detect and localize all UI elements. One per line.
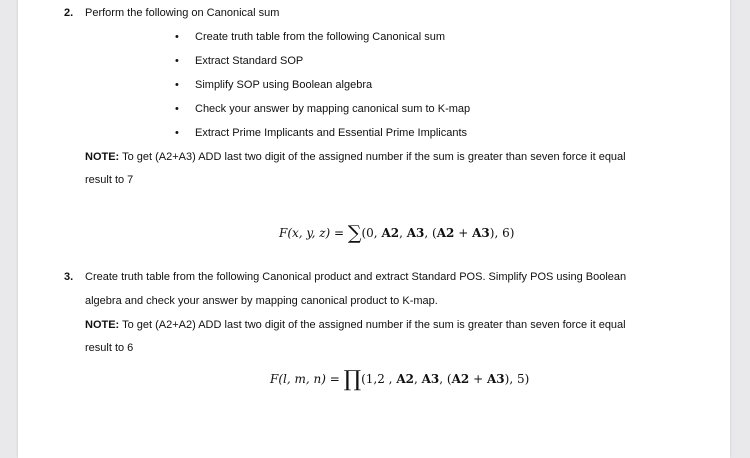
q3-formula-sep: , xyxy=(413,372,422,386)
bullet-dot-icon: • xyxy=(175,55,179,67)
q3-note-label: NOTE: xyxy=(85,319,120,331)
q2-bullet-item: Create truth table from the following Canonical sum xyxy=(195,31,446,43)
q2-bullet-item: Simplify SOP using Boolean algebra xyxy=(195,79,373,91)
q2-formula xyxy=(279,222,515,244)
q2-note-continuation: result to 7 xyxy=(85,174,134,186)
q3-formula-lhs: F(l, m, n) = xyxy=(270,372,344,386)
q2-note xyxy=(85,150,626,164)
product-icon: ∏ xyxy=(343,367,362,392)
q3-text-line: Create truth table from the following Canonical product and extract Standard POS. Simplify POS using Boolean xyxy=(85,271,627,283)
q3-formula-plus: + xyxy=(469,372,487,386)
bullet-dot-icon: • xyxy=(175,103,179,115)
q2-formula-close: ), 6) xyxy=(489,226,515,240)
q2-formula-plus: + xyxy=(454,226,473,240)
q2-number: 2. xyxy=(64,7,74,19)
q3-note-text: To get (A2+A2) ADD last two digit of the assigned number if the sum is greater than seven force it equal xyxy=(119,319,626,331)
q2-note-label: NOTE: xyxy=(85,151,120,163)
summation-icon: ∑ xyxy=(347,222,362,244)
q2-formula-lhs: F(x, y, z) = xyxy=(279,226,348,240)
bullet-dot-icon: • xyxy=(175,31,179,43)
bullet-dot-icon: • xyxy=(175,127,179,139)
q2-formula-term: A2 xyxy=(381,226,400,240)
q3-formula-close: ), 5) xyxy=(504,372,530,386)
q2-note-text: To get (A2+A3) ADD last two digit of the assigned number if the sum is greater than seven force it equal xyxy=(119,151,626,163)
q3-formula-term: A3 xyxy=(486,372,505,386)
q2-bullet-item: Check your answer by mapping canonical sum to K-map xyxy=(195,103,471,115)
q3-note-continuation: result to 6 xyxy=(85,342,134,354)
q2-bullet-item: Extract Prime Implicants and Essential Prime Implicants xyxy=(195,127,468,139)
q3-formula-term: A3 xyxy=(421,372,440,386)
q3-text-line: algebra and check your answer by mapping canonical product to K-map. xyxy=(85,295,438,307)
q2-heading: Perform the following on Canonical sum xyxy=(85,7,280,19)
q3-formula-term: A2 xyxy=(451,372,470,386)
q2-formula-term: A2 xyxy=(436,226,455,240)
q2-formula-term: A3 xyxy=(472,226,490,240)
bullet-dot-icon: • xyxy=(175,79,179,91)
q2-formula-sep: , xyxy=(399,226,407,240)
q3-formula-term: A2 xyxy=(396,372,414,386)
q3-note xyxy=(85,318,626,332)
q2-formula-open: (0, xyxy=(361,226,382,240)
q2-bullet-item: Extract Standard SOP xyxy=(195,55,304,67)
q2-formula-sep: , ( xyxy=(424,226,437,240)
q3-number: 3. xyxy=(64,271,74,283)
q2-formula-term: A3 xyxy=(406,226,425,240)
q3-formula xyxy=(270,367,530,392)
q3-formula-sep: , ( xyxy=(439,372,452,386)
q3-formula-open: (1,2 , xyxy=(361,372,397,386)
